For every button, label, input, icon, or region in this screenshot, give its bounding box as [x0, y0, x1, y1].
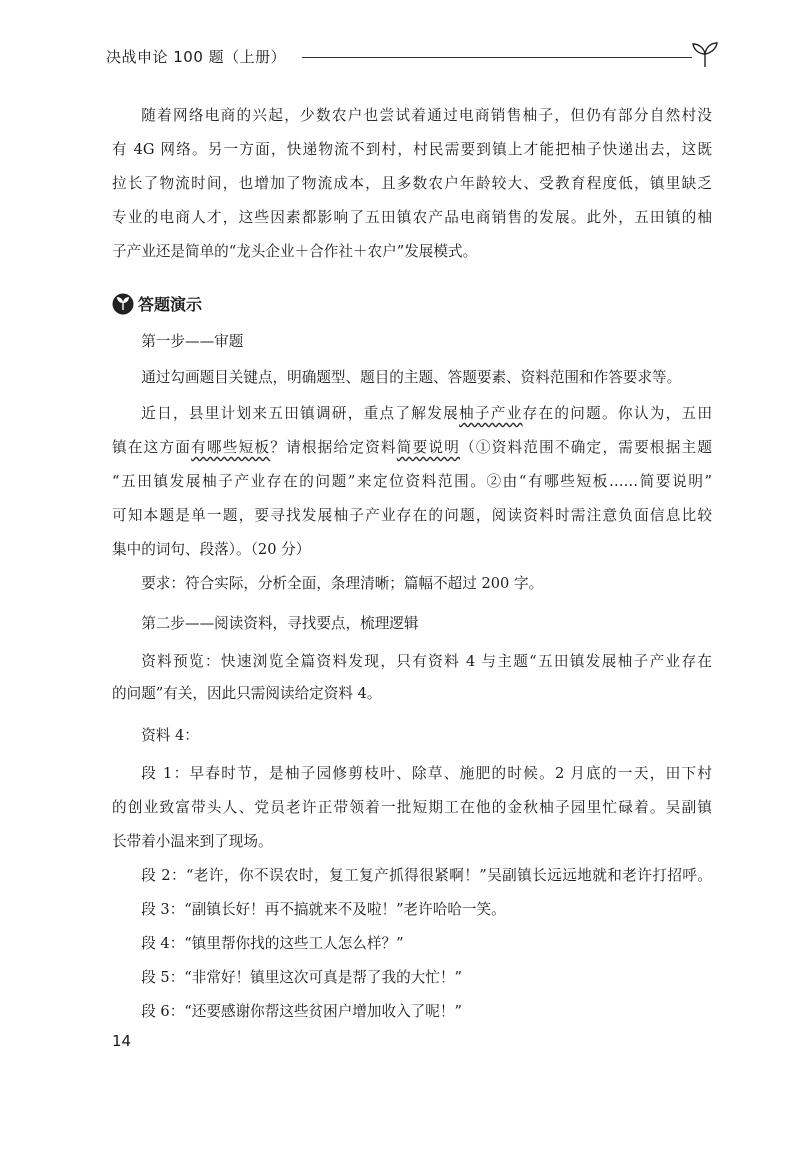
page-number: 14 [112, 1032, 132, 1050]
intro-line-1: 随着网络电商的兴起，少数农户也尝试着通过电商销售柚子，但仍有部分自然村没 [141, 107, 712, 124]
step1-title: 第一步——审题 [141, 333, 244, 350]
material-label: 资料 4： [141, 727, 199, 744]
intro-line-3: 拉长了物流时间，也增加了物流成本，且多数农户年龄较大、受教育程度低，镇里缺乏 [112, 175, 712, 192]
intro-line-2: 有 4G 网络。另一方面，快递物流不到村，村民需要到镇上才能把柚子快递出去，这既 [112, 141, 712, 158]
question-line-5: 集中的词句、段落）。（20 分） [112, 541, 311, 558]
header-rule [302, 57, 692, 58]
material-para2: 段 2：“老许，你不误农时，复工复产抓得很紧啊！”吴副镇长远远地就和老许打招呼。 [141, 867, 712, 884]
running-header [106, 40, 716, 72]
preview-line-1: 资料预览：快速浏览全篇资料发现，只有资料 4 与主题“五田镇发展柚子产业存在 [141, 653, 712, 670]
material-para1-line-2: 的创业致富带头人、党员老许正带领着一批短期工在他的金秋柚子园里忙碌着。吴副镇 [112, 799, 712, 816]
section-title: 答题演示 [138, 295, 203, 314]
intro-line-4: 专业的电商人才，这些因素都影响了五田镇农产品电商销售的发展。此外，五田镇的柚 [112, 209, 712, 226]
material-para4: 段 4：“镇里帮你找的这些工人怎么样？” [141, 935, 404, 952]
step1-desc: 通过勾画题目关键点，明确题型、题目的主题、答题要素、资料范围和作答要求等。 [141, 369, 682, 386]
preview-line-2: 的问题”有关，因此只需阅读给定资料 4。 [112, 685, 382, 702]
sprout-icon [690, 40, 720, 68]
material-para1-line-3: 长带着小温来到了现场。 [112, 833, 273, 850]
intro-line-5: 子产业还是简单的“龙头企业＋合作社＋农户”发展模式。 [112, 243, 478, 260]
keyword-brief: 简要说明 [396, 439, 461, 456]
leaf-badge-icon [112, 293, 134, 315]
material-para5: 段 5：“非常好！镇里这次可真是帮了我的大忙！” [141, 969, 462, 986]
section-heading [112, 292, 202, 315]
requirement: 要求：符合实际，分析全面，条理清晰；篇幅不超过 200 字。 [141, 575, 544, 592]
question-line-2: 镇在这方面有哪些短板？请根据给定资料简要说明（①资料范围不确定，需要根据主题 [112, 439, 712, 456]
book-title: 决战申论 100 题（上册） [106, 48, 287, 66]
keyword-yuzi-industry: 柚子产业 [459, 405, 523, 422]
question-line-3: “五田镇发展柚子产业存在的问题”来定位资料范围。②由“有哪些短板……简要说明” [112, 473, 712, 490]
question-line-1: 近日，县里计划来五田镇调研，重点了解发展柚子产业存在的问题。你认为，五田 [141, 405, 712, 422]
material-para1-line-1: 段 1：早春时节，是柚子园修剪枝叶、除草、施肥的时候。2 月底的一天，田下村 [141, 765, 712, 782]
material-para6: 段 6：“还要感谢你帮这些贫困户增加收入了呢！” [141, 1003, 462, 1020]
material-para3: 段 3：“副镇长好！再不搞就来不及啦！”老许哈哈一笑。 [141, 901, 506, 918]
question-line-4: 可知本题是单一题，要寻找发展柚子产业存在的问题，阅读资料时需注意负面信息比较 [112, 507, 712, 524]
keyword-shortcomings: 有哪些短板 [191, 439, 271, 456]
step2-title: 第二步——阅读资料，寻找要点，梳理逻辑 [141, 615, 419, 632]
